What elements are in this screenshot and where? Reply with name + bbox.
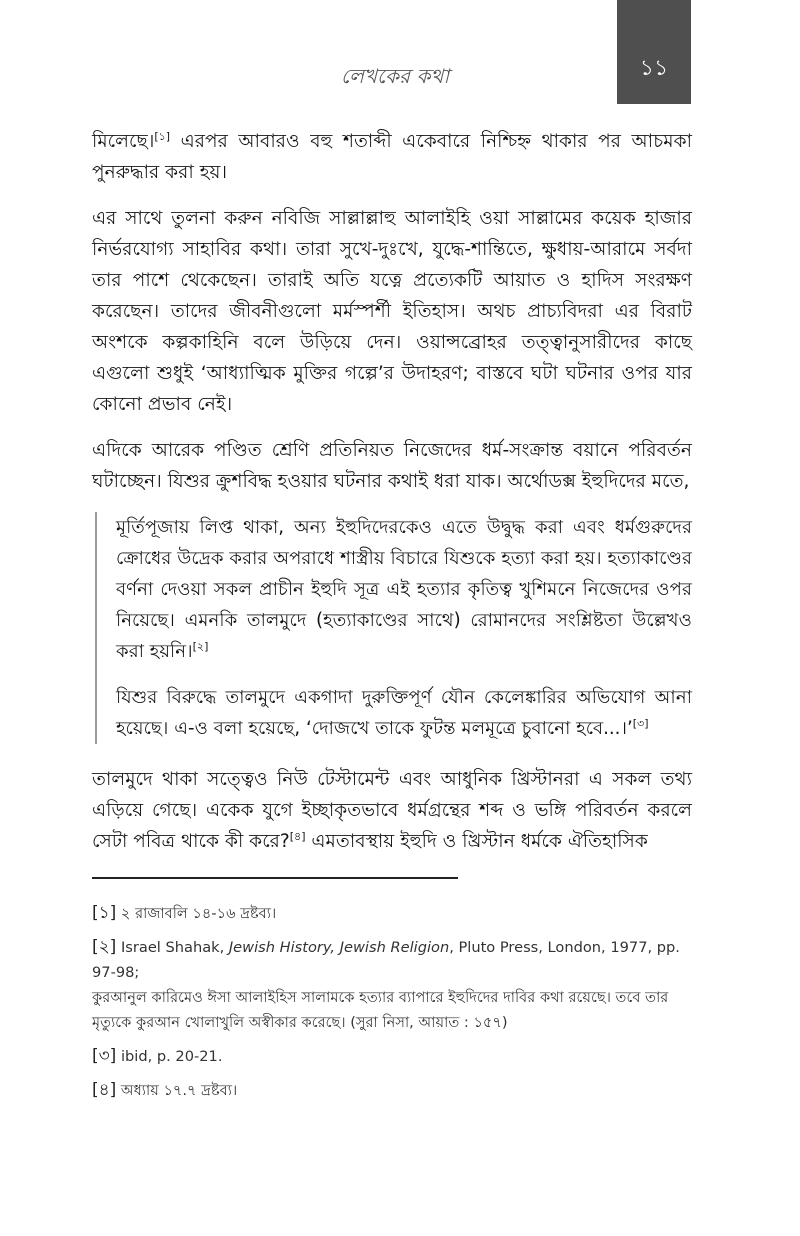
footnote-ref-4[interactable]: [৪] [289,829,306,843]
paragraph-4-text-cont: এমতাবস্থায় ইহুদি ও খ্রিস্টান ধর্মকে ঐতিহাসিক [305,831,648,852]
footnote-4-marker: [৪] [92,1080,117,1100]
footnote-2-publisher: , Pluto Press, London, 1977, pp. 97-98; [92,939,680,981]
footnote-2-author: Israel Shahak, [116,939,229,956]
footnote-3-text: ibid, p. 20-21. [116,1048,223,1065]
footnote-ref-2[interactable]: [২] [192,639,209,653]
footnote-1-text: ২ রাজাবলি ১৪-১৬ দ্রষ্টব্য। [116,905,277,922]
paragraph-2: এর সাথে তুলনা করুন নবিজি সাল্লাল্লাহু আলাইহি ওয়া সাল্লামের কয়েক হাজার নির্ভরযোগ্য সাহাবির কথা। তারা সুখে-দুঃখে, যুদ্ধে-শান্তিতে, ক্ষুধায়-আরামে সর্বদা তার পাশে থেকেছেন। তারাই অতি যত্নে প্রত্যেকটি আয়াত ও হাদিস সংরক্ষণ করেছেন। তাদের জীবনীগুলো মর্মস্পর্শী ইতিহাস। অথচ প্রাচ্যবিদরা এর বিরাট অংশকে কল্পকাহিনি বলে উড়িয়ে দেন। ওয়ান্সব্রোহর তত্ত্বানুসারীদের কাছে এগুলো শুধুই ‘আধ্যাত্মিক মুক্তির গল্পে’র উদাহরণ; বাস্তবে ঘটা ঘটনার ওপর যার কোনো প্রভাব নেই। [92,208,692,415]
paragraph-1-text-cont: এরপর আবারও বহু শতাব্দী একেবারে নিশ্চিহ্ন থাকার পর আচমকা পুনরুদ্ধার করা হয়। [92,131,692,183]
quote-paragraph-1 [116,512,692,667]
footnote-4 [92,1078,692,1103]
footnote-2-marker: [২] [92,937,117,957]
footnote-3 [92,1044,692,1069]
running-header: লেখকের কথা [340,64,450,88]
page-number: ১১ [639,56,669,81]
quote-1-text: মূর্তিপূজায় লিপ্ত থাকা, অন্য ইহুদিদেরকেও এতে উদ্বুদ্ধ করা এবং ধর্মগুরুদের ক্রোধের উদ্রেক করার অপরাধে শাস্ত্রীয় বিচারে যিশুকে হত্যা করা হয়। হত্যাকাণ্ডের বর্ণনা দেওয়া সকল প্রাচীন ইহুদি সূত্র এই হত্যার কৃতিত্ব খুশিমনে নিজেদের ওপর নিয়েছে। এমনকি তালমুদে (হত্যাকাণ্ডের সাথে) রোমানদের সংশ্লিষ্টতা উল্লেখও করা হয়নি। [116,517,692,662]
paragraph-4 [92,764,692,857]
paragraph-4-text: তালমুদে থাকা সত্ত্বেও নিউ টেস্টামেন্ট এবং আধুনিক খ্রিস্টানরা এ সকল তথ্য এড়িয়ে গেছে। একেক যুগে ইচ্ছাকৃতভাবে ধর্মগ্রন্থের শব্দ ও ভঙ্গি পরিবর্তন করলে সেটা পবিত্র থাকে কী করে? [92,769,692,852]
quote-2-text: যিশুর বিরুদ্ধে তালমুদে একগাদা দুরুক্তিপূর্ণ যৌন কেলেঙ্কারির অভিযোগ আনা হয়েছে। এ-ও বলা হয়েছে, ‘দোজখে তাকে ফুটন্ত মলমূত্রে চুবানো হবে...।’ [116,687,692,739]
footnote-2-book-title: Jewish History, Jewish Religion [228,939,450,956]
footnote-ref-1[interactable]: [১] [154,129,171,143]
quote-paragraph-2 [116,682,692,744]
footnote-4-text: অধ্যায় ১৭.৭ দ্রষ্টব্য। [116,1082,238,1099]
paragraph-1-text: মিলেছে। [92,131,155,152]
footnote-3-marker: [৩] [92,1046,117,1066]
footnote-divider [92,877,458,879]
paragraph-1 [92,126,692,188]
page-number-tab [617,0,691,104]
paragraph-3: এদিকে আরেক পণ্ডিত শ্রেণি প্রতিনিয়ত নিজেদের ধর্ম-সংক্রান্ত বয়ানে পরিবর্তন ঘটাচ্ছেন। যিশুর ক্রুশবিদ্ধ হওয়ার ঘটনার কথাই ধরা যাক। অর্থোডক্স ইহুদিদের মতে, [92,440,692,492]
blockquote [95,512,692,744]
footnote-1 [92,901,692,926]
footnote-1-marker: [১] [92,903,117,923]
footnote-2-text: কুরআনুল কারিমেও ঈসা আলাইহিস সালামকে হত্যার ব্যাপারে ইহুদিদের দাবির কথা রয়েছে। তবে তার মৃত্যুকে কুরআন খোলাখুলি অস্বীকার করেছে। (সুরা নিসা, আয়াত : ১৫৭) [92,989,669,1031]
page-body [92,126,692,1112]
footnote-2 [92,935,692,1035]
footnote-ref-3[interactable]: [৩] [632,716,649,730]
